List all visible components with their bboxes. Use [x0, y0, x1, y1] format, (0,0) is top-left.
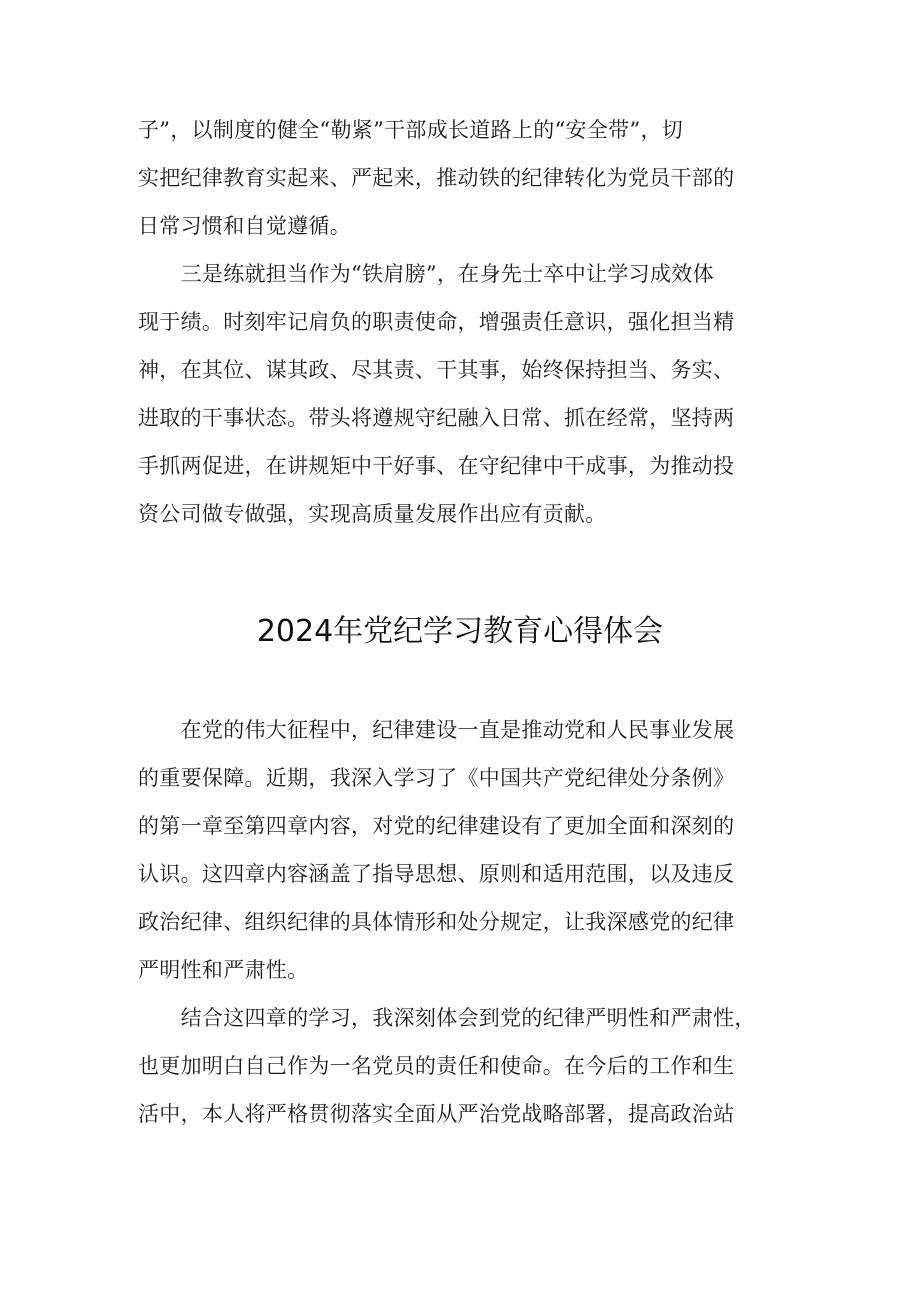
- text-line: 认识。这四章内容涵盖了指导思想、原则和适用范围，以及违反: [138, 862, 735, 886]
- text-line: 三是练就担当作为“铁肩膀”，在身先士卒中让学习成效体: [138, 262, 714, 286]
- text-line: 也更加明白自己作为一名党员的责任和使命。在今后的工作和生: [138, 1054, 735, 1078]
- text-line: 资公司做专做强，实现高质量发展作出应有贡献。: [138, 502, 607, 526]
- text-line: 神，在其位、谋其政、尽其责、干其事，始终保持担当、务实、: [138, 358, 735, 382]
- continued-paragraph: [138, 106, 788, 250]
- text-line: 结合这四章的学习，我深刻体会到党的纪律严明性和严肃性，: [138, 1006, 756, 1030]
- text-line: 子”，以制度的健全“勒紧”干部成长道路上的“安全带”，切: [138, 118, 684, 142]
- page-title: 2024年党纪学习教育心得体会: [256, 614, 664, 649]
- text-line: 在党的伟大征程中，纪律建设一直是推动党和人民事业发展: [138, 718, 735, 742]
- text-line: 实把纪律教育实起来、严起来，推动铁的纪律转化为党员干部的: [138, 166, 735, 190]
- essay-paragraph-two: [138, 994, 788, 1138]
- text-line: 进取的干事状态。带头将遵规守纪融入日常、抓在经常，坚持两: [138, 406, 735, 430]
- text-line: 现于绩。时刻牢记肩负的职责使命，增强责任意识，强化担当精: [138, 310, 735, 334]
- text-line: 的第一章至第四章内容，对党的纪律建设有了更加全面和深刻的: [138, 814, 735, 838]
- text-line: 日常习惯和自觉遵循。: [138, 214, 351, 238]
- essay-paragraph-one: [138, 706, 788, 994]
- paragraph-three: [138, 250, 788, 538]
- text-line: 严明性和严肃性。: [138, 958, 309, 982]
- text-line: 活中，本人将严格贯彻落实全面从严治党战略部署，提高政治站: [138, 1102, 735, 1126]
- text-line: 政治纪律、组织纪律的具体情形和处分规定，让我深感党的纪律: [138, 910, 735, 934]
- text-line: 手抓两促进，在讲规矩中干好事、在守纪律中干成事，为推动投: [138, 454, 735, 478]
- text-line: 的重要保障。近期，我深入学习了《中国共产党纪律处分条例》: [138, 766, 735, 790]
